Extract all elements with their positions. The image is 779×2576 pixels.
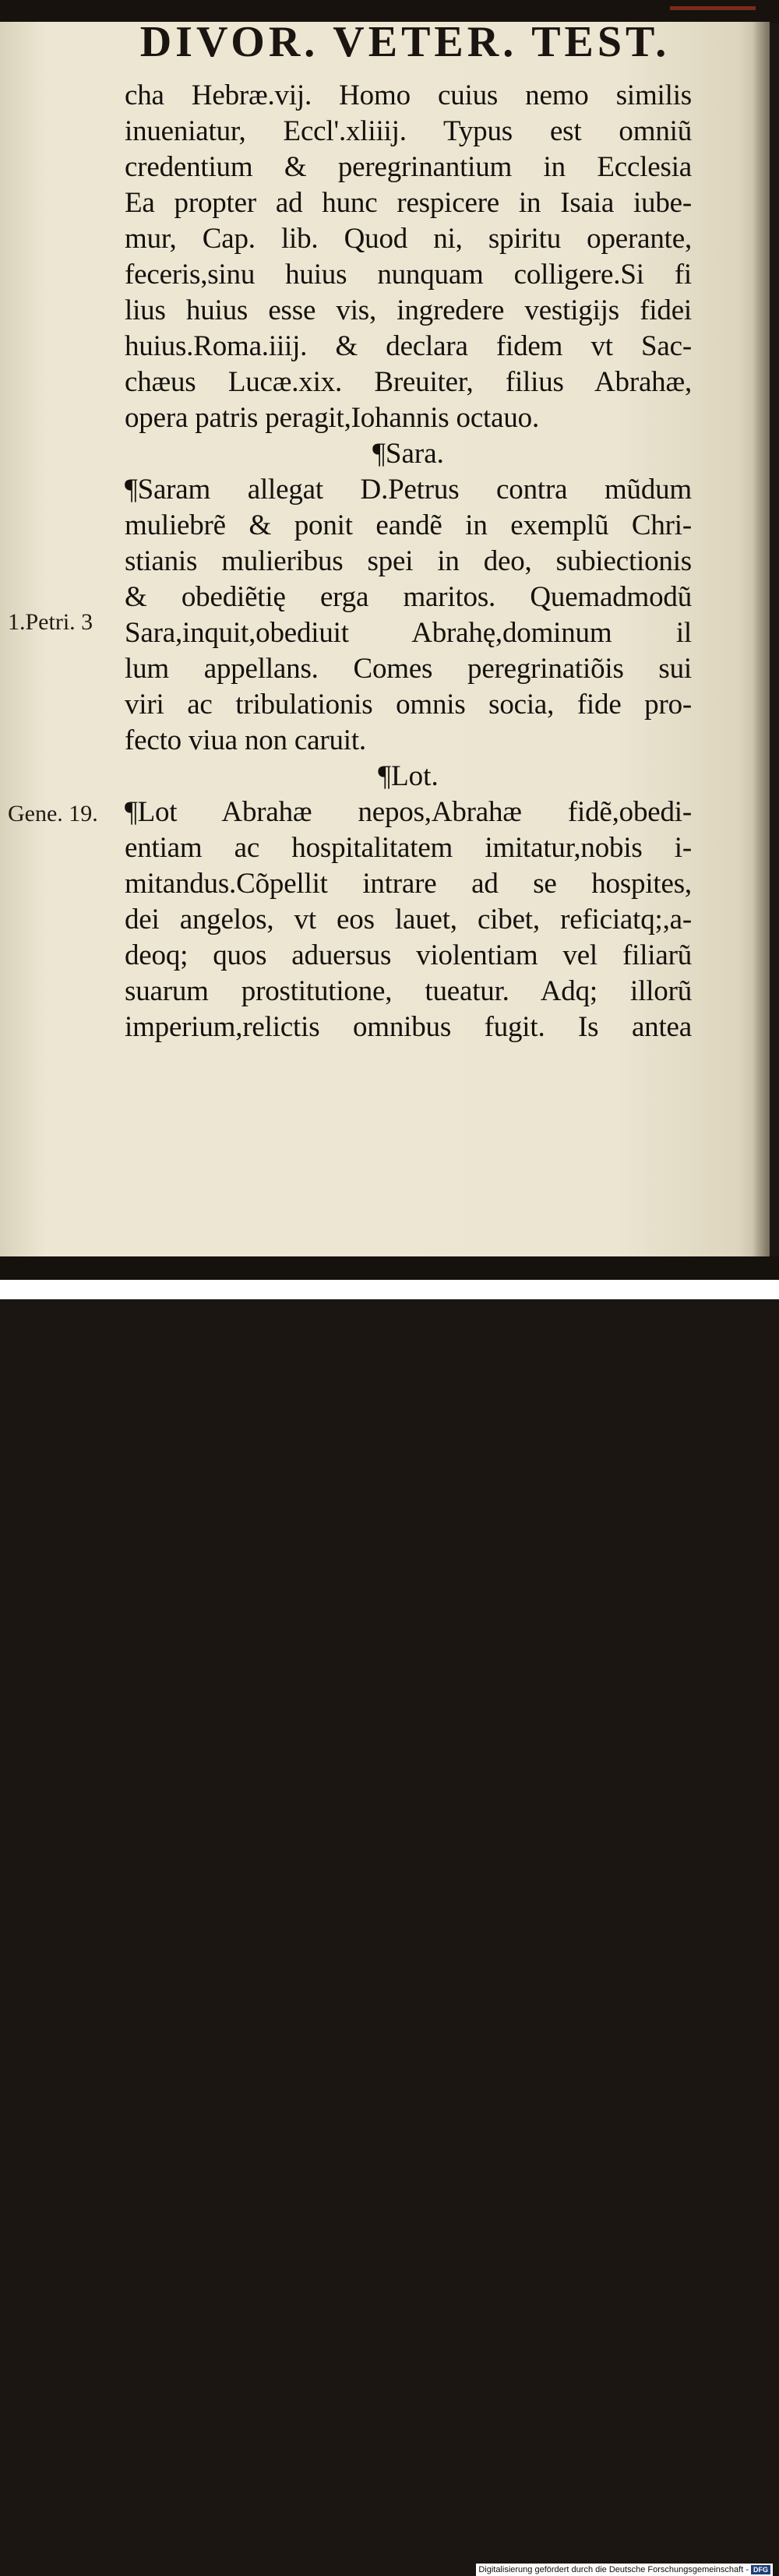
text-line: muliebrẽ & ponit eandẽ in exemplũ Chri- <box>125 509 692 541</box>
credit-bar <box>0 1280 779 2574</box>
scan-bottom-border <box>0 1256 779 1280</box>
text-line: ¶Lot Abrahæ nepos,Abrahæ fidẽ,obedi- <box>125 796 692 828</box>
text-line: lius huius esse vis, ingredere vestigijs fidei <box>125 294 692 326</box>
text-line: opera patris peragit,Iohannis octauo. <box>125 402 539 434</box>
page-edge-shadow <box>753 22 770 1256</box>
text-line: credentium & peregrinantium in Ecclesia <box>125 151 692 183</box>
running-header-text: DIVOR. VETER. TEST. <box>139 18 671 66</box>
section-heading-sara: ¶Sara. <box>372 438 444 470</box>
margin-note-gene: Gene. 19. <box>8 801 98 826</box>
text-line: viri ac tribulationis omnis socia, fide pro- <box>125 689 692 721</box>
text-line: cha Hebræ.vij. Homo cuius nemo similis <box>125 79 692 111</box>
text-line: stianis mulieribus spei in deo, subiectionis <box>125 545 692 577</box>
text-line: inueniatur, Eccl'.xliiij. Typus est omniũ <box>125 115 692 147</box>
text-line: dei angelos, vt eos lauet, cibet, reficiatq;,a- <box>125 904 692 936</box>
margin-note-petri: 1.Petri. 3 <box>8 609 93 635</box>
text-line: entiam ac hospitalitatem imitatur,nobis i- <box>125 832 692 864</box>
dfg-logo: DFG <box>751 2565 770 2574</box>
text-line: Ea propter ad hunc respicere in Isaia iube- <box>125 187 692 219</box>
text-line: & obediẽtię erga maritos. Quemadmodũ <box>125 581 692 613</box>
credit-text: Digitalisierung gefördert durch die Deutsche Forschungsgemeinschaft - <box>478 2565 749 2574</box>
text-line: lum appellans. Comes peregrinatiõis sui <box>125 653 692 685</box>
text-line: mur, Cap. lib. Quod ni, spiritu operante, <box>125 223 692 255</box>
text-line: imperium,relictis omnibus fugit. Is antea <box>125 1011 692 1043</box>
text-line: fecto viua non caruit. <box>125 724 366 756</box>
text-line: mitandus.Cõpellit intrare ad se hospites, <box>125 868 692 900</box>
main-text <box>125 78 692 1045</box>
text-line: Sara,inquit,obediuit Abrahę,dominum il <box>125 617 692 649</box>
text-line: suarum prostitutione, tueatur. Adq; illorũ <box>125 975 692 1007</box>
binding-edge <box>670 6 756 10</box>
running-header <box>0 17 779 67</box>
digitization-credit <box>476 2564 773 2576</box>
text-line: feceris,sinu huius nunquam colligere.Si fi <box>125 259 692 291</box>
text-line: deoq; quos aduersus violentiam vel filiarũ <box>125 939 692 971</box>
section-heading-lot: ¶Lot. <box>378 760 439 792</box>
text-line: ¶Saram allegat D.Petrus contra mũdum <box>125 474 692 506</box>
text-line: chæus Lucæ.xix. Breuiter, filius Abrahæ, <box>125 366 692 398</box>
text-line: huius.Roma.iiij. & declara fidem vt Sac- <box>125 330 692 362</box>
